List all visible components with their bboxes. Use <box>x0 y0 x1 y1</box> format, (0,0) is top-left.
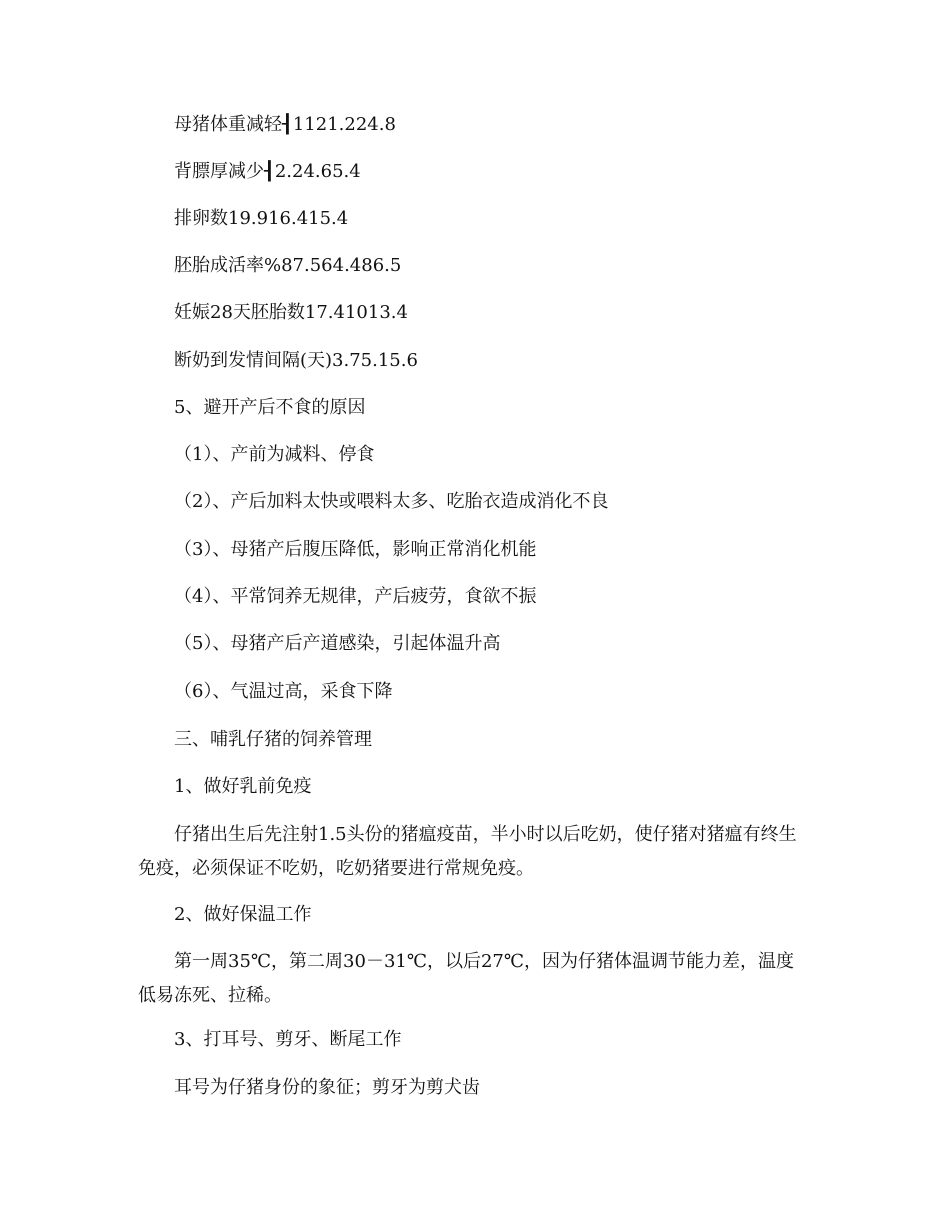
list-item-1: （1）、产前为减料、停食 <box>174 444 375 465</box>
text-line-sow-weight-loss: 母猪体重减轻┨1121.224.8 <box>174 114 396 135</box>
text-line-backfat-reduction: 背膘厚减少┨2.24.65.4 <box>174 161 361 182</box>
text-line-embryo-survival: 胚胎成活率%87.564.486.5 <box>174 255 402 276</box>
paragraph-immunization: 仔猪出生后先注射1.5头份的猪瘟疫苗，半小时以后吃奶，使仔猪对猪瘟有终生免疫，必须保证不吃奶，吃奶猪要进行常规免疫。 <box>138 824 797 879</box>
list-item-3: （3）、母猪产后腹压降低，影响正常消化机能 <box>174 539 537 560</box>
list-item-6: （6）、气温过高，采食下降 <box>174 681 393 702</box>
text-line-ovulation-count: 排卵数19.916.415.4 <box>174 208 349 229</box>
list-item-2: （2）、产后加料太快或喂料太多、吃胎衣造成消化不良 <box>174 491 609 512</box>
list-item-4: （4）、平常饲养无规律，产后疲劳，食欲不振 <box>174 586 537 607</box>
section-heading-3: 三、哺乳仔猪的饲养管理 <box>174 729 372 750</box>
section-heading-5: 5、避开产后不食的原因 <box>174 397 366 418</box>
text-line-ear-notch: 耳号为仔猪身份的象征；剪牙为剪犬齿 <box>174 1077 480 1098</box>
text-line-weaning-to-estrus: 断奶到发情间隔(天)3.75.15.6 <box>174 350 418 371</box>
paragraph-warmth: 第一周35℃，第二周30－31℃，以后27℃，因为仔猪体温调节能力差，温度低易冻死、拉稀。 <box>138 951 795 1006</box>
subsection-heading-1: 1、做好乳前免疫 <box>174 776 312 797</box>
text-line-embryo-count-28d: 妊娠28天胚胎数17.41013.4 <box>174 302 408 323</box>
list-item-5: （5）、母猪产后产道感染，引起体温升高 <box>174 633 501 654</box>
subsection-heading-2: 2、做好保温工作 <box>174 904 312 925</box>
subsection-heading-3: 3、打耳号、剪牙、断尾工作 <box>174 1029 402 1050</box>
